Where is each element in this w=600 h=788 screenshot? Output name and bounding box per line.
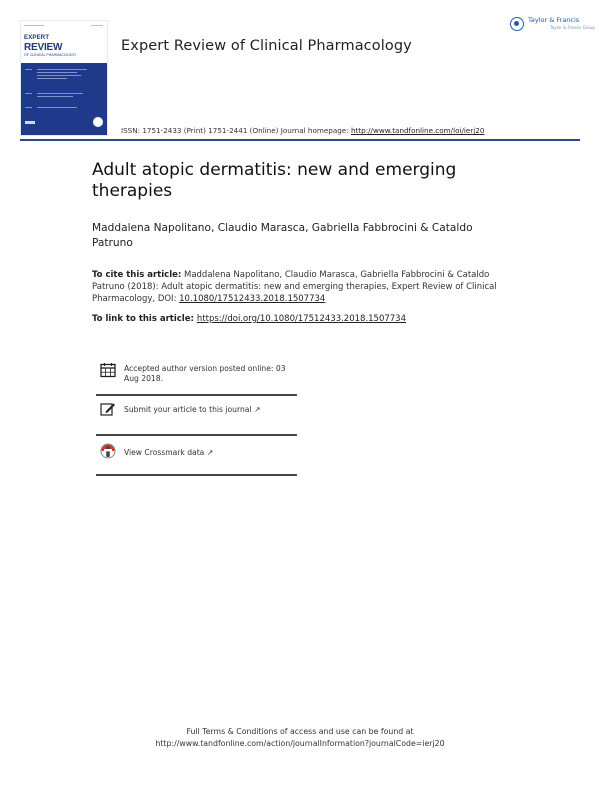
issn-text: ISSN: 1751-2433 (Print) 1751-2441 (Online) Journal homepage: [121,126,351,135]
accepted-version-row [96,361,297,391]
journal-homepage-link[interactable]: http://www.tandfonline.com/loi/ierj20 [350,126,485,135]
cover-panel-line [37,78,67,79]
article-link-block [92,313,512,325]
info-divider [96,474,297,476]
publisher-subtitle: Taylor & Francis Group [550,25,595,30]
crossmark-link[interactable] [124,448,296,458]
cover-panel-line [37,107,77,108]
edit-icon [100,401,116,421]
cover-panel-line [25,69,32,70]
citation-label: To cite this article: [92,270,182,280]
accepted-version-text: Accepted author version posted online: 03 Aug 2018. [124,364,286,383]
cover-brand [24,34,76,58]
citation-block [92,269,512,305]
cover-panel-line [37,93,83,94]
cover-publisher-mark [25,121,35,124]
cover-panel-line [25,107,32,108]
info-divider [96,434,297,436]
cover-brand-line2: REVIEW [24,42,63,53]
external-link-icon: ↗ [206,448,214,457]
citation-text: Maddalena Napolitano, Claudio Marasca, Gabriella Fabbrocini & Cataldo Patruno (2018): Adult atopic dermatitis: new and emerging therapies, Expert Review of Clinical Pharmacology, DOI: [92,270,497,304]
cover-panel-line [25,93,32,94]
publisher-logo [510,15,595,37]
cover-circle-mark [93,117,103,127]
cover-tiny-line [91,25,103,26]
article-title: Adult atopic dermatitis: new and emerging therapies [92,160,457,201]
external-link-icon: ↗ [253,405,261,414]
cover-brand-line1: EXPERT [24,35,50,41]
article-link-label: To link to this article: [92,314,194,324]
footer-terms-link[interactable]: http://www.tandfonline.com/action/journalInformation?journalCode=ierj20 [155,739,445,748]
article-doi-link[interactable]: https://doi.org/10.1080/17512433.2018.1507734 [196,314,406,324]
cover-panel-line [37,72,77,73]
publisher-name: Taylor & Francis [528,16,580,24]
header-divider [20,139,580,141]
submit-article-row[interactable] [96,401,297,429]
footer [0,726,600,750]
cover-tiny-line [24,25,44,26]
cover-panel-line [37,69,87,70]
cover-panel-line [37,75,81,76]
crossmark-text: View Crossmark data [124,448,205,457]
article-authors: Maddalena Napolitano, Claudio Marasca, Gabriella Fabbrocini & Cataldo Patruno [92,222,473,249]
cover-blue-panel [21,63,107,135]
crossmark-row[interactable] [96,442,297,470]
cover-brand-line3: OF CLINICAL PHARMACOLOGY [24,53,77,57]
journal-title: Expert Review of Clinical Pharmacology [121,38,412,54]
issn-line [121,126,484,135]
submit-article-link[interactable] [124,405,296,415]
calendar-icon [100,362,116,382]
cover-top-band [21,21,107,35]
info-divider [96,394,297,396]
submit-article-text: Submit your article to this journal [124,405,252,414]
publisher-logo-icon [510,17,524,31]
citation-doi-link[interactable]: 10.1080/17512433.2018.1507734 [179,294,326,304]
journal-cover-thumbnail [20,20,108,136]
cover-panel-line [37,96,73,97]
footer-line1: Full Terms & Conditions of access and use can be found at [186,727,414,736]
crossmark-icon [100,443,116,465]
